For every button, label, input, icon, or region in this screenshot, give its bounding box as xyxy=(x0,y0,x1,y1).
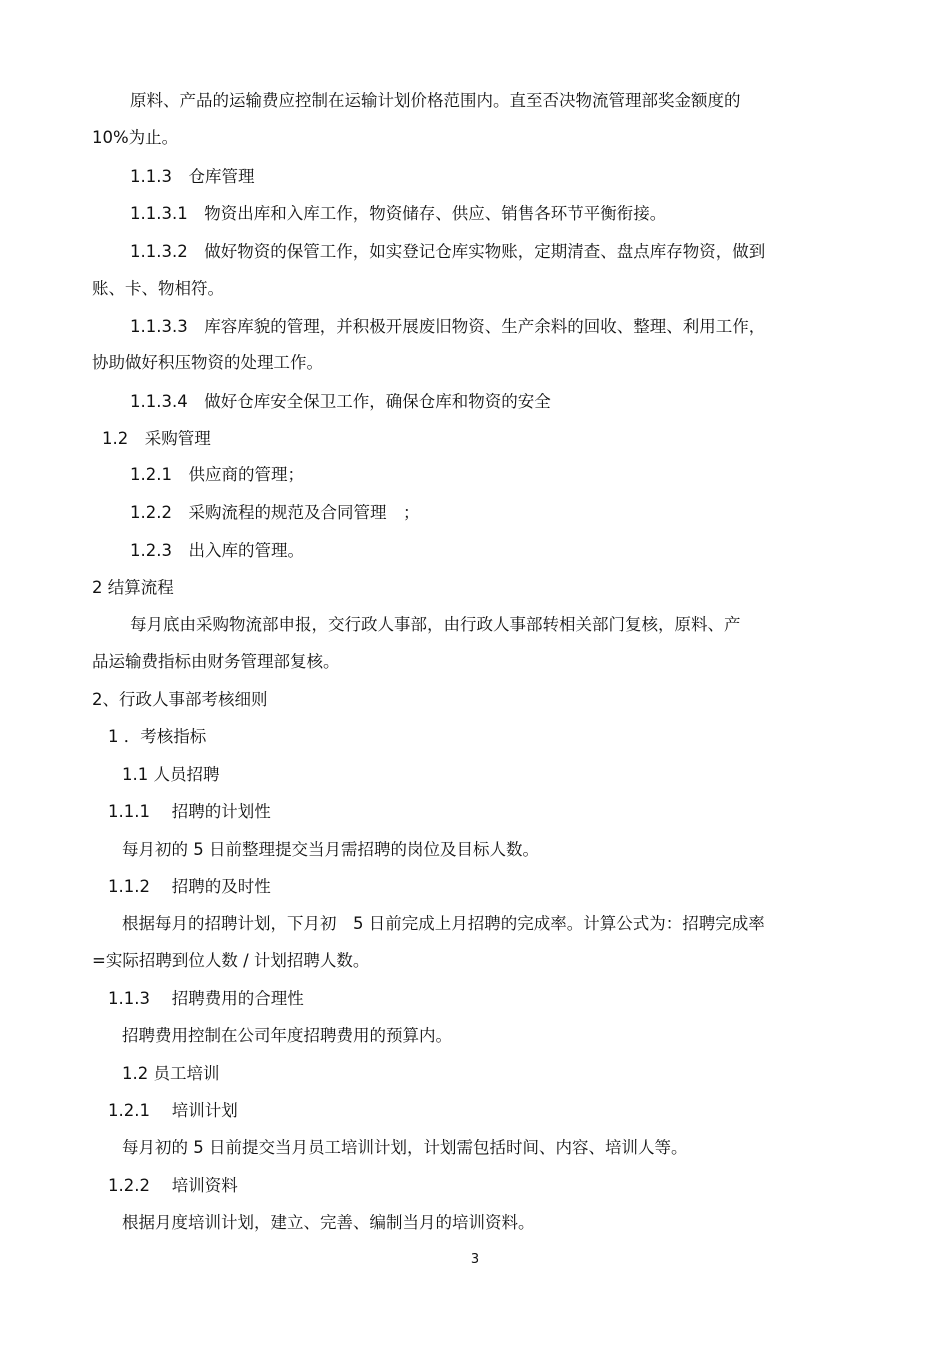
text-line: 1.1.3.4 做好仓库安全保卫工作，确保仓库和物资的安全 xyxy=(130,392,551,411)
text-line: 每月初的 5 日前提交当月员工培训计划，计划需包括时间、内容、培训人等。 xyxy=(122,1138,688,1157)
text-line: 招聘费用控制在公司年度招聘费用的预算内。 xyxy=(122,1026,452,1045)
text-line: 1.2.1 供应商的管理； xyxy=(130,465,304,484)
section-heading: 1.1.3 招聘费用的合理性 xyxy=(108,989,304,1008)
section-heading: 2、行政人事部考核细则 xyxy=(92,690,268,709)
text-line: 1.1.3.2 做好物资的保管工作，如实登记仓库实物账，定期清查、盘点库存物资，做到 xyxy=(130,242,766,261)
section-heading: 1.2 员工培训 xyxy=(122,1064,220,1083)
text-line: 1.2.3 出入库的管理。 xyxy=(130,541,304,560)
section-heading: 1 ．考核指标 xyxy=(108,727,207,746)
text-line: 10%为止。 xyxy=(92,128,179,147)
page-number: 3 xyxy=(470,1252,480,1267)
text-line: 每月初的 5 日前整理提交当月需招聘的岗位及目标人数。 xyxy=(122,840,539,859)
text-line: 1.2.2 采购流程的规范及合同管理 ； xyxy=(130,503,420,522)
section-heading: 2 结算流程 xyxy=(92,578,174,597)
text-line: 原料、产品的运输费应控制在运输计划价格范围内。直至否决物流管理部奖金额度的 xyxy=(130,91,741,110)
text-line: 每月底由采购物流部申报，交行政人事部，由行政人事部转相关部门复核，原料、产 xyxy=(130,615,741,634)
section-heading: 1.1.2 招聘的及时性 xyxy=(108,877,271,896)
text-line: 账、卡、物相符。 xyxy=(92,279,224,298)
text-line: 1.1.3.3 库容库貌的管理，并积极开展废旧物资、生产余料的回收、整理、利用工作， xyxy=(130,317,766,336)
text-line: 品运输费指标由财务管理部复核。 xyxy=(92,652,340,671)
text-line: 根据每月的招聘计划，下月初 5 日前完成上月招聘的完成率。计算公式为：招聘完成率 xyxy=(122,914,765,933)
section-heading: 1.2.2 培训资料 xyxy=(108,1176,238,1195)
section-heading: 1.1 人员招聘 xyxy=(122,765,220,784)
text-line: 协助做好积压物资的处理工作。 xyxy=(92,353,323,372)
text-line: =实际招聘到位人数 / 计划招聘人数。 xyxy=(92,951,370,970)
section-heading: 1.1.1 招聘的计划性 xyxy=(108,802,271,821)
text-line: 1.1.3.1 物资出库和入库工作，物资储存、供应、销售各环节平衡衔接。 xyxy=(130,204,667,223)
text-line: 根据月度培训计划，建立、完善、编制当月的培训资料。 xyxy=(122,1213,535,1232)
section-heading: 1.2 采购管理 xyxy=(102,429,211,448)
section-heading: 1.1.3 仓库管理 xyxy=(130,167,255,186)
section-heading: 1.2.1 培训计划 xyxy=(108,1101,238,1120)
